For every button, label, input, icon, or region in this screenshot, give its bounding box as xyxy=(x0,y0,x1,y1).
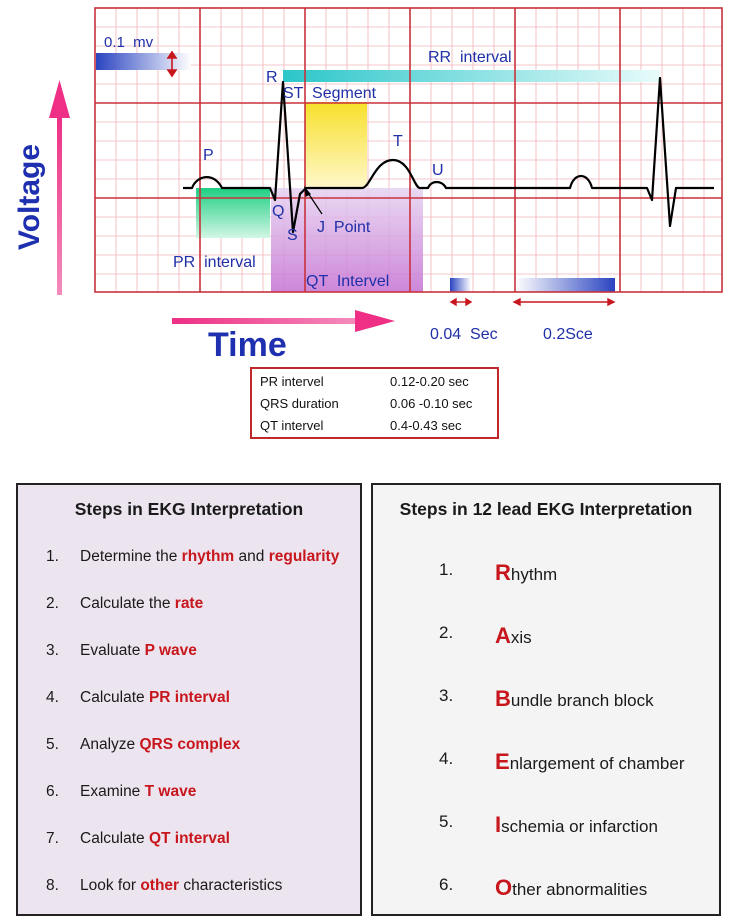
pr-interval-label: PR interval xyxy=(173,254,256,271)
step-text xyxy=(80,877,282,895)
step-number: 1. xyxy=(439,560,454,579)
step-number: 2. xyxy=(439,623,454,642)
step-number: 3. xyxy=(439,686,454,705)
st-segment-label: ST Segment xyxy=(283,85,377,102)
row-value: 0.12-0.20 sec xyxy=(390,374,469,389)
step-initial-letter: R xyxy=(495,560,511,585)
step-post: characteristics xyxy=(179,877,283,894)
step-keyword: QT interval xyxy=(148,830,230,847)
mv-label: 0.1 mv xyxy=(104,34,154,51)
step-text xyxy=(80,642,197,660)
s-wave-label: S xyxy=(287,227,298,244)
ekg-diagram xyxy=(0,0,736,370)
t-wave-label: T xyxy=(393,133,403,150)
step-rest: ther abnormalities xyxy=(512,880,648,899)
p-wave-label: P xyxy=(203,147,214,164)
step-text xyxy=(80,830,230,848)
step-text xyxy=(80,548,339,566)
step-number: 7. xyxy=(46,830,59,847)
step-number: 6. xyxy=(46,783,59,800)
qt-interval-label: QT Intervel xyxy=(306,273,390,290)
step-text xyxy=(495,875,647,901)
step-pre: Calculate xyxy=(80,689,149,706)
step-number: 1. xyxy=(46,548,59,565)
step-keyword-2: regularity xyxy=(268,548,340,565)
j-point-label: J Point xyxy=(317,219,371,236)
step-number: 8. xyxy=(46,877,59,894)
time-label: Time xyxy=(208,326,287,364)
row-name: QT intervel xyxy=(260,418,324,433)
step-text xyxy=(80,783,196,801)
step-text xyxy=(495,560,557,586)
ekg-steps-title: Steps in EKG Interpretation xyxy=(74,499,304,519)
step-initial-letter: E xyxy=(495,749,510,774)
st-segment-band xyxy=(305,102,367,187)
row-name: PR intervel xyxy=(260,374,324,389)
step-rest: xis xyxy=(510,628,532,647)
large-box-band xyxy=(515,278,615,292)
step-initial-letter: I xyxy=(495,812,502,837)
step-number: 4. xyxy=(439,749,454,768)
step-keyword: PR interval xyxy=(148,689,230,706)
row-value: 0.06 -0.10 sec xyxy=(390,396,473,411)
step-keyword: rhythm xyxy=(181,548,235,565)
step-number: 6. xyxy=(439,875,454,894)
step-text xyxy=(495,812,658,838)
row-name: QRS duration xyxy=(260,396,339,411)
step-rest: undle branch block xyxy=(510,691,654,710)
small-box-band xyxy=(450,278,471,292)
12-lead-steps-title: Steps in 12 lead EKG Interpretation xyxy=(399,499,693,519)
step-number: 5. xyxy=(46,736,59,753)
voltage-label: Voltage xyxy=(13,143,46,251)
reference-table xyxy=(250,367,499,439)
q-wave-label: Q xyxy=(272,203,285,220)
rr-interval-label: RR interval xyxy=(428,49,512,66)
small-box-label: 0.04 Sec xyxy=(430,326,498,343)
step-initial-letter: A xyxy=(495,623,511,648)
step-initial-letter: B xyxy=(495,686,511,711)
step-text xyxy=(495,749,685,775)
step-rest: hythm xyxy=(510,565,558,584)
step-number: 2. xyxy=(46,595,59,612)
r-wave-label: R xyxy=(266,69,278,86)
step-pre: Determine the xyxy=(80,548,182,565)
step-pre: Examine xyxy=(80,783,145,800)
step-rest: nlargement of chamber xyxy=(509,754,685,773)
rr-interval-band xyxy=(283,70,660,82)
step-number: 5. xyxy=(439,812,454,831)
step-mid: and xyxy=(234,548,269,565)
step-keyword: QRS complex xyxy=(139,736,241,753)
step-text xyxy=(80,689,230,707)
step-initial-letter: O xyxy=(495,875,513,900)
large-box-label: 0.2Sce xyxy=(543,326,593,343)
ekg-steps-panel xyxy=(16,483,362,916)
mv-band xyxy=(96,53,191,70)
table-row xyxy=(260,396,489,418)
step-keyword: rate xyxy=(174,595,204,612)
table-row xyxy=(260,418,489,440)
voltage-arrow xyxy=(49,80,70,295)
table-row xyxy=(260,374,489,396)
step-number: 3. xyxy=(46,642,59,659)
step-text xyxy=(495,623,532,649)
step-text xyxy=(80,736,240,754)
step-text xyxy=(495,686,654,712)
large-box-arrow xyxy=(514,299,614,305)
step-keyword: other xyxy=(140,877,180,894)
step-rest: schemia or infarction xyxy=(501,817,658,836)
step-text xyxy=(80,595,203,613)
step-pre: Evaluate xyxy=(80,642,145,659)
step-keyword: P wave xyxy=(144,642,197,659)
row-value: 0.4-0.43 sec xyxy=(390,418,462,433)
small-box-arrow xyxy=(451,299,471,305)
step-pre: Look for xyxy=(80,877,141,894)
step-pre: Analyze xyxy=(80,736,140,753)
step-number: 4. xyxy=(46,689,59,706)
step-pre: Calculate the xyxy=(80,595,175,612)
step-keyword: T wave xyxy=(144,783,197,800)
step-pre: Calculate xyxy=(80,830,149,847)
pr-interval-band xyxy=(196,188,270,238)
12-lead-steps-panel xyxy=(371,483,721,916)
u-wave-label: U xyxy=(432,162,444,179)
